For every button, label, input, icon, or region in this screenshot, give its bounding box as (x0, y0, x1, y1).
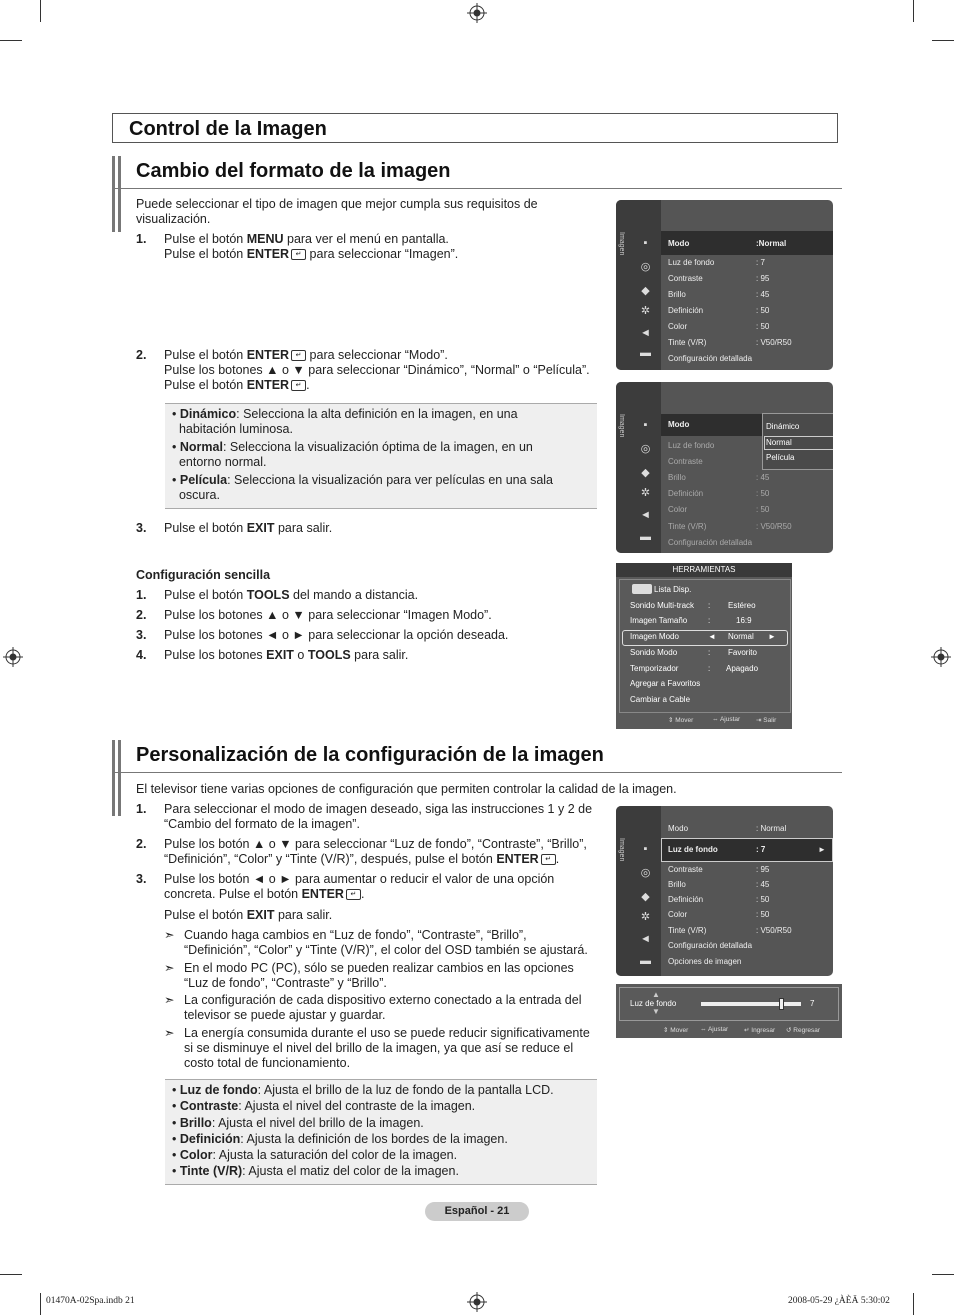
setup-icon: ✲ (640, 487, 651, 499)
tools-menu: HERRAMIENTAS Lista Disp. Sonido Multi-track : Estéreo Imagen Tamaño : 16:9 Imagen Modo ◄ Normal ► Sonido Modo : Favorito Temporizador : Apagado Agregar a Favoritos Cambiar a Cable ⇕ Mover ⇔ Ajustar ⇥ Salir (616, 563, 792, 729)
note-icon: ➣ (164, 1026, 175, 1040)
sound-icon: ◎ (640, 443, 651, 455)
easy-setup-title: Configuración sencilla (136, 568, 271, 582)
page-title: Control de la Imagen (112, 113, 838, 143)
note-icon: ➣ (164, 993, 175, 1007)
custom-step-3-exit: Pulse el botón EXIT para salir. (164, 908, 333, 922)
osd-row[interactable]: Configuración detallada (668, 538, 753, 547)
channel-icon: ◆ (641, 467, 650, 479)
bullet-item: • Definición: Ajusta la definición de los bordes de la imagen. (172, 1132, 508, 1146)
registration-mark-icon (3, 647, 23, 667)
osd-row[interactable]: Brillo : 45 (668, 290, 770, 299)
osd-row[interactable]: Opciones de imagen (668, 957, 742, 966)
bullet-item: • Normal: Selecciona la visualización óptima de la imagen, en un entorno normal. (172, 440, 533, 469)
osd-row[interactable]: Color : 50 (668, 910, 770, 919)
note-icon: ➣ (164, 928, 175, 942)
osd-row[interactable]: Modo (668, 420, 690, 429)
channel-icon: ◆ (641, 285, 650, 297)
support-icon: ▬ (640, 955, 651, 967)
anynet-icon (632, 584, 652, 594)
enter-icon: ↵ (541, 854, 556, 865)
easy-step-2: Pulse los botones ▲ o ▼ para seleccionar “Imagen Modo”. (164, 608, 492, 622)
slider-thumb[interactable] (779, 998, 784, 1010)
support-icon: ▬ (640, 347, 651, 359)
osd-row[interactable]: Definición : 50 (668, 306, 770, 315)
osd-row[interactable]: Luz de fondo (668, 441, 715, 450)
backlight-slider-panel (616, 984, 842, 1038)
bullet-item: • Color: Ajusta la saturación del color de la imagen. (172, 1148, 458, 1162)
osd-row[interactable]: Configuración detallada (668, 941, 753, 950)
osd-row[interactable]: Brillo : 45 (668, 880, 770, 889)
step-1: Pulse el botón MENU para ver el menú en pantalla. Pulse el botón ENTER ↵ para seleccionar “Imagen”. (164, 232, 459, 261)
setup-icon: ✲ (640, 305, 651, 317)
slider-label: Luz de fondo (630, 999, 677, 1008)
step-number: 2. (136, 608, 147, 622)
section-title: Personalización de la configuración de la imagen (136, 744, 604, 766)
osd-row[interactable]: Brillo : 45 (668, 473, 770, 482)
osd-mode-menu (616, 382, 833, 553)
osd-row[interactable]: Tinte (V/R) : V50/R50 (668, 522, 792, 531)
osd-row[interactable]: Modo :Normal (668, 239, 787, 248)
slider-value: 7 (810, 999, 815, 1008)
osd-side-label: Imagen (618, 232, 625, 256)
channel-icon: ◆ (641, 891, 650, 903)
bullet-item: • Brillo: Ajusta el nivel del brillo de la imagen. (172, 1116, 424, 1130)
osd-row[interactable]: Definición : 50 (668, 895, 770, 904)
custom-step-2: Pulse los botón ▲ o ▼ para seleccionar “Luz de fondo”, “Contraste”, “Brillo”, “Definición”, “Color” y “Tinte (V/R)”, después, pulse el botón ENTER ↵ . (164, 837, 587, 866)
input-icon: ◄ (640, 509, 651, 521)
enter-icon: ↵ (291, 249, 306, 260)
enter-icon: ↵ (291, 380, 306, 391)
osd-row[interactable]: Configuración detallada (668, 354, 753, 363)
step-3: Pulse el botón EXIT para salir. (164, 521, 333, 535)
footer-timestamp: 2008-05-29 ¿ÀÈÄ 5:30:02 (788, 1296, 890, 1306)
step-number: 1. (136, 588, 147, 602)
note: En el modo PC (PC), sólo se pueden realizar cambios en las opciones “Luz de fondo”, “Contraste” y “Brillo”. (184, 961, 574, 990)
osd-row[interactable]: Definición : 50 (668, 489, 770, 498)
picture-icon: ▪ (643, 419, 648, 431)
section-title: Cambio del formato de la imagen (136, 160, 451, 182)
section-heading (112, 744, 842, 773)
picture-icon: ▪ (643, 237, 648, 249)
osd-picture-menu (616, 200, 833, 370)
dropdown-option[interactable]: Dinámico (766, 422, 800, 431)
custom-step-3: Pulse los botón ◄ o ► para aumentar o reducir el valor de una opción concreta. Pulse el botón ENTER ↵ . (164, 872, 555, 901)
footer-filename: 01470A-02Spa.indb 21 (46, 1296, 135, 1306)
bullet-item: • Dinámico: Selecciona la alta definición en la imagen, en una habitación luminosa. (172, 407, 518, 436)
step-number: 1. (136, 232, 147, 246)
dropdown-option[interactable]: Película (766, 453, 795, 462)
osd-side-label: Imagen (618, 838, 625, 862)
note: La energía consumida durante el uso se puede reducir significativamente si se disminuye el nivel del brillo de la imagen, ya que así se reduce el costo total de funcionamiento. (184, 1026, 590, 1070)
custom-step-1: Para seleccionar el modo de imagen deseado, siga las instrucciones 1 y 2 de “Cambio del formato de la imagen”. (164, 802, 593, 831)
osd-row[interactable]: Color : 50 (668, 322, 770, 331)
section-heading (112, 160, 842, 189)
adjust-hint: ⇔ Ajustar (700, 1026, 729, 1033)
adjust-hint: ⇔ Ajustar (712, 716, 741, 723)
move-hint: ⇕ Mover (663, 1027, 689, 1034)
mode-dropdown[interactable] (762, 413, 833, 470)
enter-icon: ↵ (346, 889, 361, 900)
return-hint: ↺ Regresar (786, 1027, 820, 1034)
registration-mark-icon (467, 3, 487, 23)
support-icon: ▬ (640, 531, 651, 543)
registration-mark-icon (931, 647, 951, 667)
registration-mark-icon (467, 1292, 487, 1312)
bullet-item: • Luz de fondo: Ajusta el brillo de la luz de fondo de la pantalla LCD. (172, 1083, 554, 1097)
note: La configuración de cada dispositivo externo conectado a la entrada del televisor se puede ajustar y guardar. (184, 993, 582, 1022)
enter-hint: ↵ Ingresar (744, 1027, 776, 1034)
osd-row[interactable]: Contraste : 95 (668, 865, 770, 874)
section-intro: El televisor tiene varias opciones de configuración que permiten controlar la calidad de la imagen. (136, 782, 677, 796)
easy-step-1: Pulse el botón TOOLS del mando a distancia. (164, 588, 419, 602)
step-number: 2. (136, 837, 147, 851)
step-2: Pulse el botón ENTER ↵ para seleccionar “Modo”. Pulse los botones ▲ o ▼ para seleccionar “Dinámico”, “Normal” o “Película”. Pulse el botón ENTER ↵ . (164, 348, 590, 392)
step-number: 1. (136, 802, 147, 816)
up-arrow-icon: ▲ (652, 990, 660, 999)
note: Cuando haga cambios en “Luz de fondo”, “Contraste”, “Brillo”, “Definición”, “Color” y “Tinte (V/R)”, el color del OSD también se ajustará. (184, 928, 588, 957)
osd-picture-adjust-menu (616, 806, 833, 976)
osd-row[interactable]: Contraste : 95 (668, 274, 770, 283)
slider-track[interactable] (701, 1002, 801, 1006)
easy-step-3: Pulse los botones ◄ o ► para seleccionar la opción deseada. (164, 628, 509, 642)
osd-row[interactable]: Contraste (668, 457, 703, 466)
osd-side-label: Imagen (618, 414, 625, 438)
step-number: 4. (136, 648, 147, 662)
bullet-item: • Película: Selecciona la visualización para ver películas en una sala oscura. (172, 473, 553, 502)
osd-row[interactable]: Modo : Normal (668, 824, 787, 833)
input-icon: ◄ (640, 933, 651, 945)
down-arrow-icon: ▼ (652, 1007, 660, 1016)
sound-icon: ◎ (640, 867, 651, 879)
osd-row[interactable]: Tinte (V/R) : V50/R50 (668, 338, 792, 347)
section-intro: Puede seleccionar el tipo de imagen que mejor cumpla sus requisitos de visualización. (136, 197, 538, 226)
osd-row[interactable]: Luz de fondo : 7 ► (668, 845, 826, 854)
sound-icon: ◎ (640, 261, 651, 273)
dropdown-option[interactable]: Normal (766, 438, 792, 447)
move-hint: ⇕ Mover (668, 717, 694, 724)
osd-row[interactable]: Color : 50 (668, 505, 770, 514)
exit-hint: ⇥ Salir (756, 717, 777, 724)
enter-icon: ↵ (291, 350, 306, 361)
setup-icon: ✲ (640, 911, 651, 923)
picture-icon: ▪ (643, 843, 648, 855)
step-number: 3. (136, 628, 147, 642)
osd-row[interactable]: Tinte (V/R) : V50/R50 (668, 926, 792, 935)
page-number: Español - 21 (425, 1202, 529, 1221)
osd-row[interactable]: Luz de fondo : 7 (668, 258, 765, 267)
tools-header: HERRAMIENTAS (616, 563, 792, 577)
note-icon: ➣ (164, 961, 175, 975)
bullet-item: • Tinte (V/R): Ajusta el matiz del color de la imagen. (172, 1164, 459, 1178)
bullet-item: • Contraste: Ajusta el nivel del contraste de la imagen. (172, 1099, 476, 1113)
input-icon: ◄ (640, 327, 651, 339)
easy-step-4: Pulse los botones EXIT o TOOLS para salir. (164, 648, 409, 662)
step-number: 3. (136, 872, 147, 886)
step-number: 2. (136, 348, 147, 362)
step-number: 3. (136, 521, 147, 535)
